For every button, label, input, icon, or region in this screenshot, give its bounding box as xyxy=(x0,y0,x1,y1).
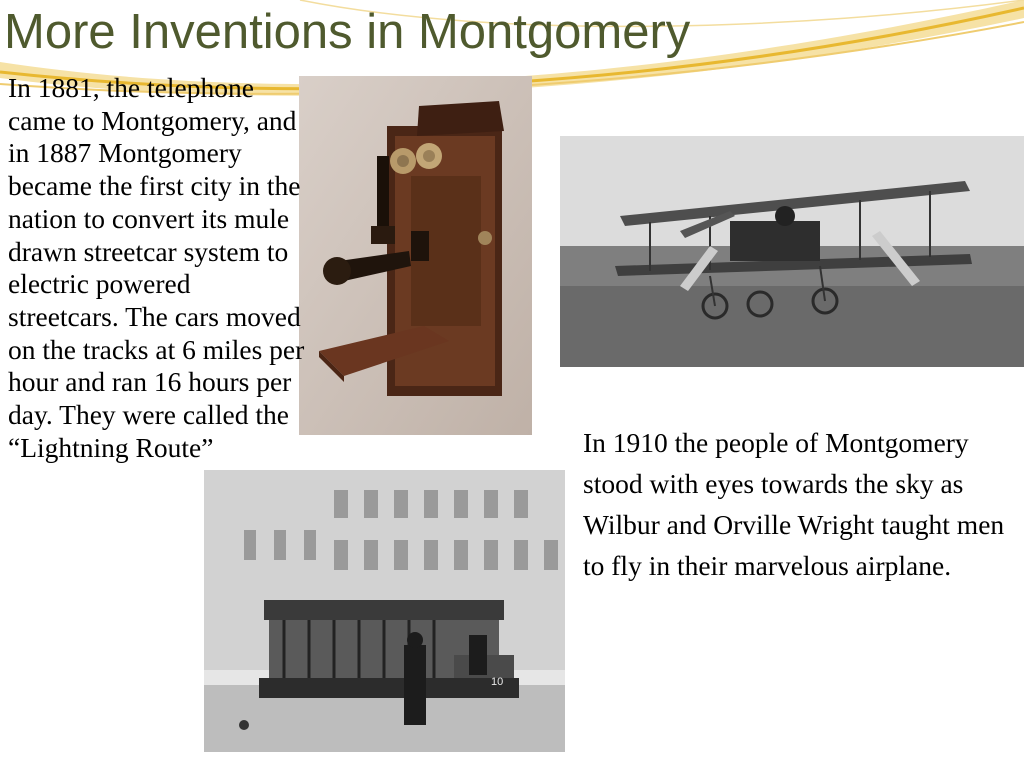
telephone-photo xyxy=(299,76,532,435)
slide-title: More Inventions in Montgomery xyxy=(4,5,691,59)
wright-airplane-photo xyxy=(560,136,1024,367)
body-text-right: In 1910 the people of Montgomery stood with eyes towards the sky as Wilbur and Orville Wright taught men to fly in their marvelous airplane. xyxy=(583,427,1005,581)
streetcar-photo xyxy=(204,470,565,752)
streetcar-number: 10 xyxy=(491,676,504,688)
body-text-left: In 1881, the telephone came to Montgomery, and in 1887 Montgomery became the first city in the nation to convert its mule drawn streetcar system to electric powered streetcars. The cars moved on the tracks at 6 miles per hour and ran 16 hours per day. They were called the “Lightning Route” xyxy=(8,72,305,463)
